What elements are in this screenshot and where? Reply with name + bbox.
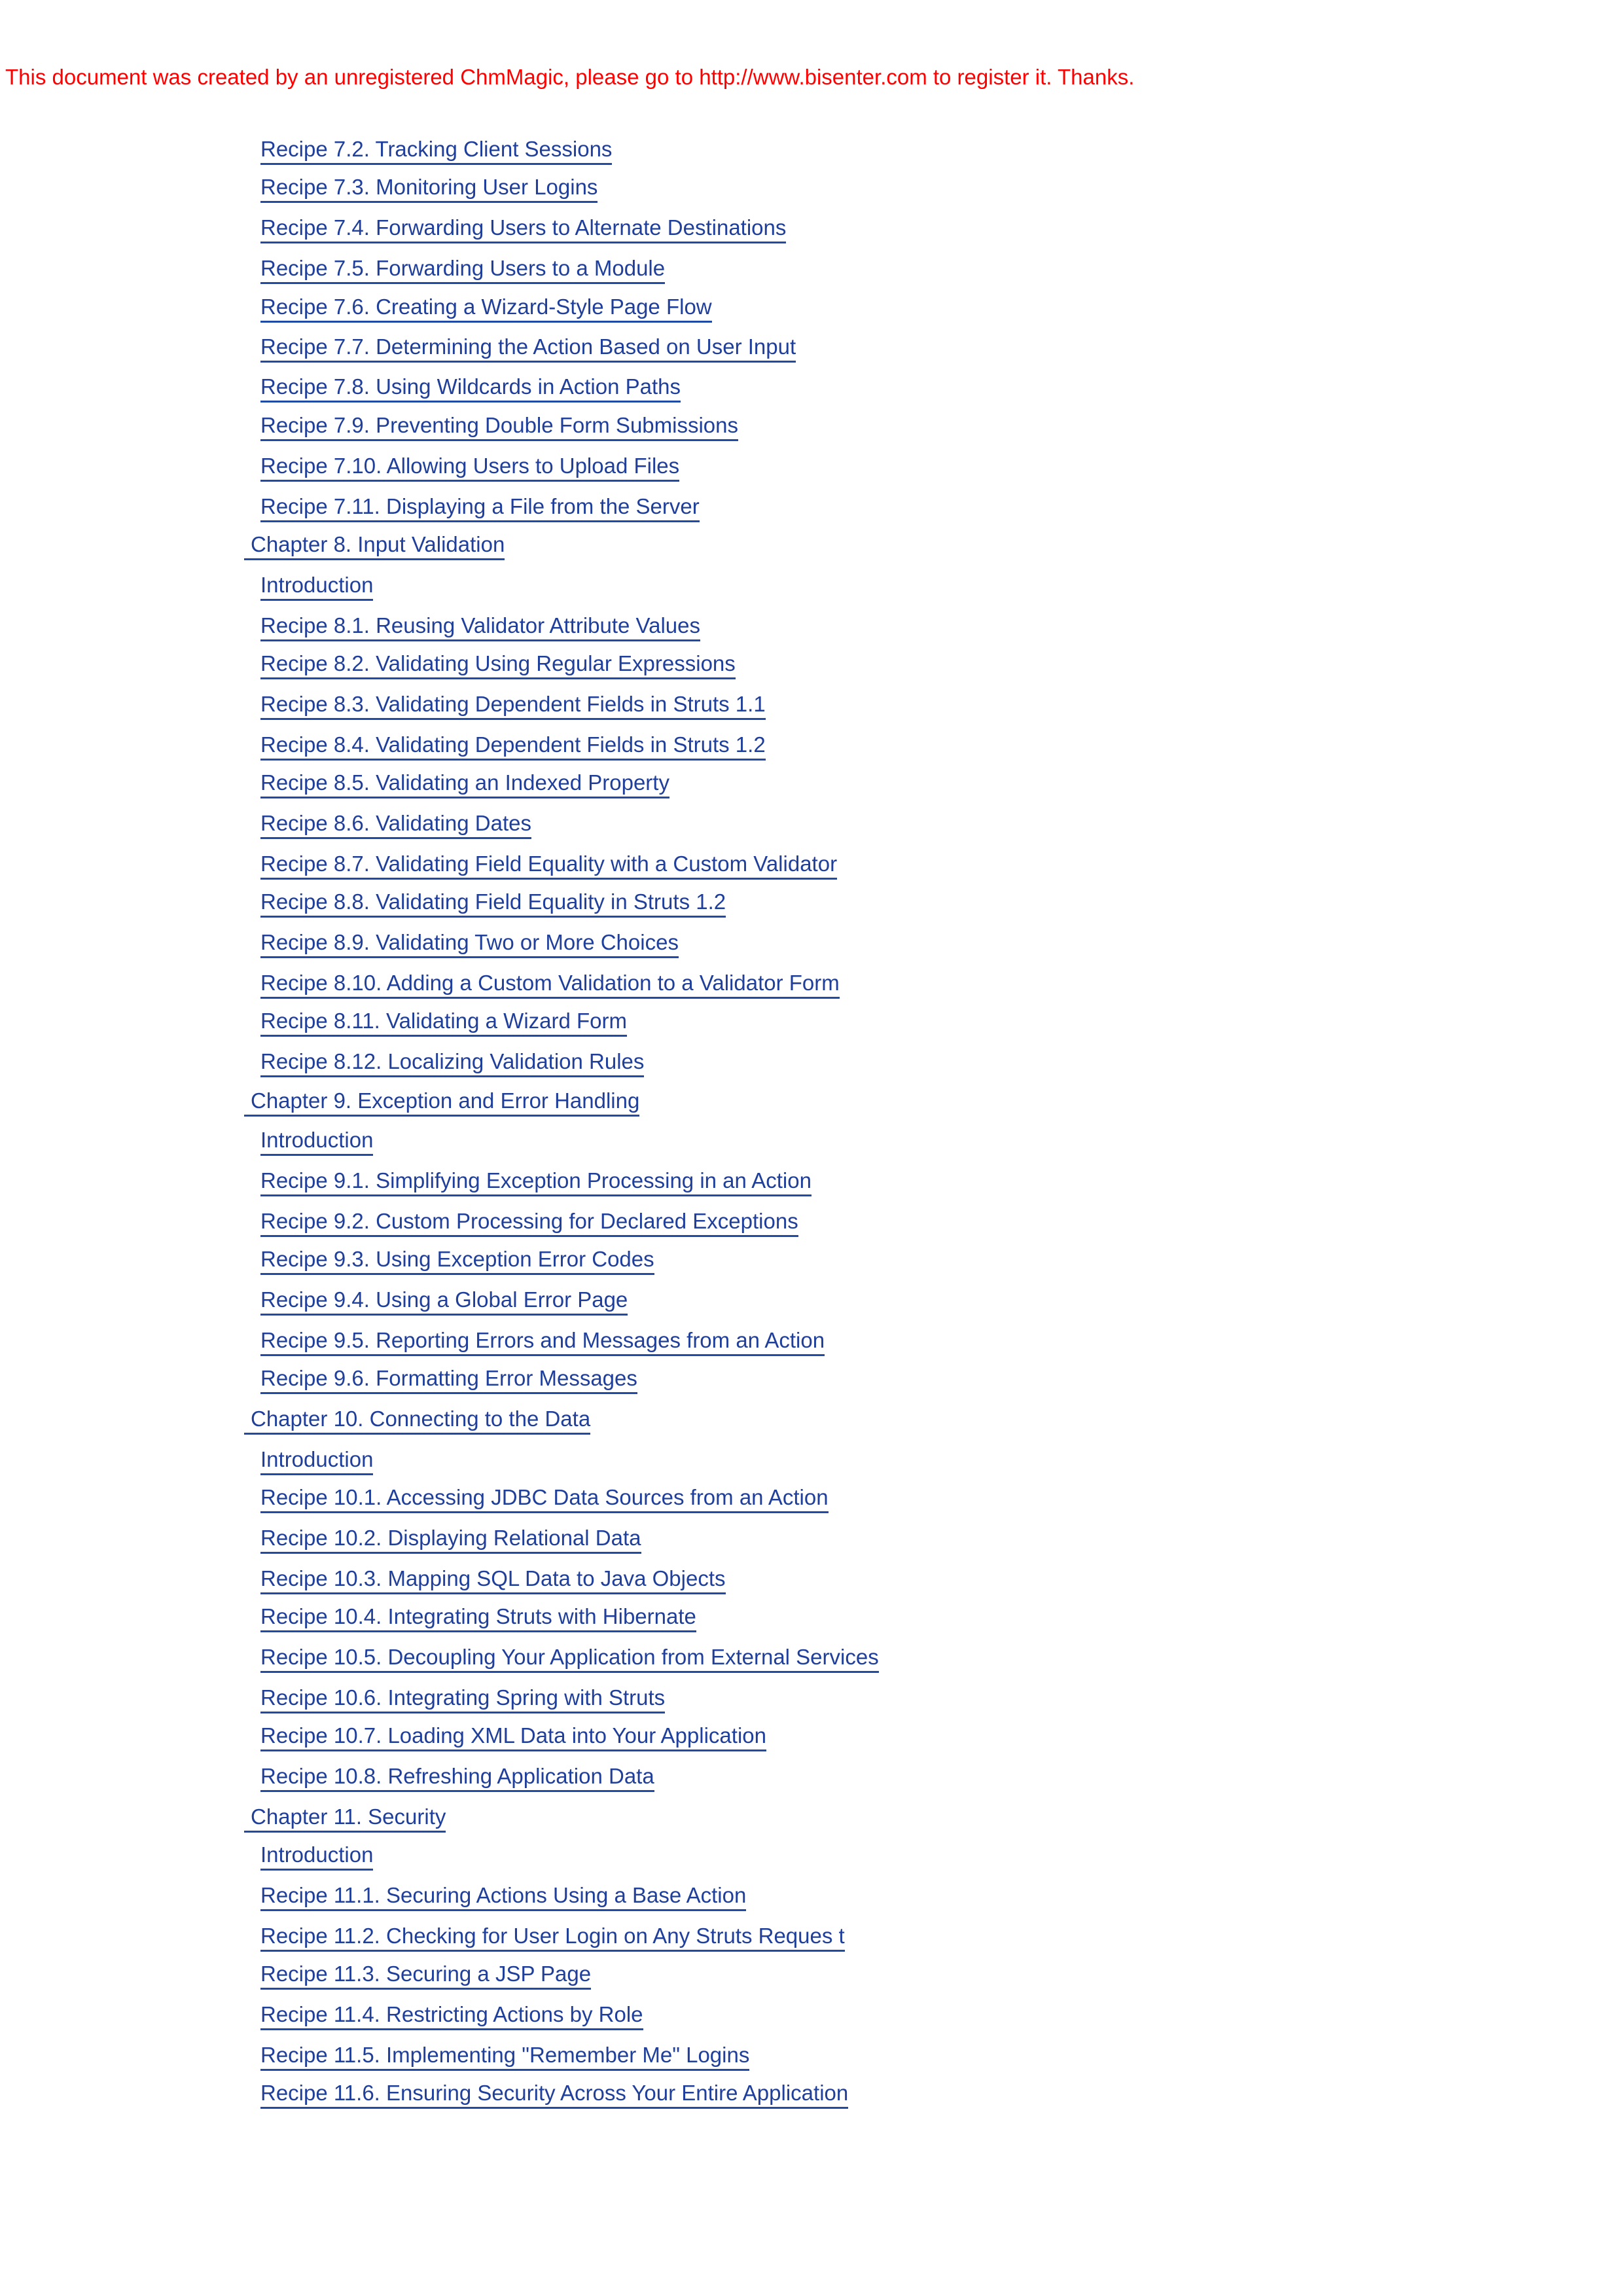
toc-recipe-link[interactable]: Recipe 8.7. Validating Field Equality with a Custom Validator: [260, 851, 837, 880]
toc-recipe-link[interactable]: Introduction: [260, 572, 373, 601]
toc-recipe-link[interactable]: Recipe 11.3. Securing a JSP Page: [260, 1961, 591, 1990]
toc-recipe-link[interactable]: Recipe 10.2. Displaying Relational Data: [260, 1525, 641, 1554]
toc-recipe-link[interactable]: Recipe 8.11. Validating a Wizard Form: [260, 1008, 627, 1037]
toc-recipe-link[interactable]: Recipe 11.1. Securing Actions Using a Base Action: [260, 1882, 746, 1911]
toc-chapter-link[interactable]: Chapter 10. Connecting to the Data: [244, 1406, 590, 1435]
toc-recipe-link[interactable]: Recipe 8.8. Validating Field Equality in Struts 1.2: [260, 889, 726, 918]
toc-recipe-link[interactable]: Recipe 10.7. Loading XML Data into Your Application: [260, 1723, 766, 1751]
toc-recipe-link[interactable]: Recipe 7.10. Allowing Users to Upload Files: [260, 453, 679, 482]
toc-recipe-link[interactable]: Recipe 10.6. Integrating Spring with Struts: [260, 1685, 665, 1713]
toc-recipe-link[interactable]: Recipe 9.6. Formatting Error Messages: [260, 1365, 637, 1394]
toc-recipe-link[interactable]: Recipe 11.6. Ensuring Security Across Your Entire Application: [260, 2080, 848, 2109]
toc-recipe-link[interactable]: Recipe 8.4. Validating Dependent Fields in Struts 1.2: [260, 732, 766, 761]
toc-chapter-link[interactable]: Chapter 9. Exception and Error Handling: [244, 1088, 639, 1117]
toc-chapter-link[interactable]: Chapter 8. Input Validation: [244, 531, 505, 560]
toc-recipe-link[interactable]: Recipe 7.5. Forwarding Users to a Module: [260, 255, 665, 284]
toc-recipe-link[interactable]: Recipe 7.2. Tracking Client Sessions: [260, 136, 612, 165]
toc-recipe-link[interactable]: Introduction: [260, 1127, 373, 1156]
toc-recipe-link[interactable]: Recipe 10.8. Refreshing Application Data: [260, 1763, 654, 1792]
toc-recipe-link[interactable]: Recipe 8.10. Adding a Custom Validation to a Validator Form: [260, 970, 840, 999]
toc-recipe-link[interactable]: Recipe 8.3. Validating Dependent Fields in Struts 1.1: [260, 691, 766, 720]
toc-recipe-link[interactable]: Recipe 9.1. Simplifying Exception Processing in an Action: [260, 1168, 812, 1196]
toc-recipe-link[interactable]: Recipe 8.9. Validating Two or More Choices: [260, 929, 679, 958]
toc-recipe-link[interactable]: Recipe 9.2. Custom Processing for Declared Exceptions: [260, 1208, 798, 1237]
toc-recipe-link[interactable]: Recipe 11.5. Implementing "Remember Me" Logins: [260, 2042, 749, 2071]
toc-recipe-link[interactable]: Recipe 8.12. Localizing Validation Rules: [260, 1049, 644, 1077]
unregistered-notice: This document was created by an unregistered ChmMagic, please go to http://www.bisenter.com to register it. Thanks.: [5, 65, 1135, 89]
toc-recipe-link[interactable]: Recipe 8.5. Validating an Indexed Property: [260, 770, 669, 798]
toc-recipe-link[interactable]: Recipe 10.3. Mapping SQL Data to Java Objects: [260, 1566, 726, 1594]
toc-recipe-link[interactable]: Recipe 10.5. Decoupling Your Application from External Services: [260, 1644, 879, 1673]
toc-recipe-link[interactable]: Recipe 7.9. Preventing Double Form Submissions: [260, 412, 738, 441]
toc-recipe-link[interactable]: Recipe 7.3. Monitoring User Logins: [260, 174, 597, 203]
toc-recipe-link[interactable]: Recipe 8.2. Validating Using Regular Expressions: [260, 651, 736, 679]
toc-recipe-link[interactable]: Recipe 7.11. Displaying a File from the Server: [260, 493, 700, 522]
toc-recipe-link[interactable]: Recipe 9.5. Reporting Errors and Messages from an Action: [260, 1327, 825, 1356]
toc-chapter-link[interactable]: Chapter 11. Security: [244, 1804, 446, 1833]
toc-recipe-link[interactable]: Recipe 7.7. Determining the Action Based on User Input: [260, 334, 796, 363]
toc-recipe-link[interactable]: Recipe 7.8. Using Wildcards in Action Paths: [260, 374, 681, 403]
toc-recipe-link[interactable]: Recipe 8.6. Validating Dates: [260, 810, 531, 839]
toc-recipe-link[interactable]: Recipe 11.2. Checking for User Login on Any Struts Reques t: [260, 1923, 845, 1952]
toc-recipe-link[interactable]: Recipe 7.4. Forwarding Users to Alternate Destinations: [260, 215, 786, 243]
toc-recipe-link[interactable]: Recipe 11.4. Restricting Actions by Role: [260, 2001, 643, 2030]
toc-recipe-link[interactable]: Recipe 9.3. Using Exception Error Codes: [260, 1246, 654, 1275]
toc-recipe-link[interactable]: Recipe 9.4. Using a Global Error Page: [260, 1287, 628, 1316]
toc-recipe-link[interactable]: Introduction: [260, 1842, 373, 1871]
toc-recipe-link[interactable]: Recipe 10.1. Accessing JDBC Data Sources from an Action: [260, 1484, 829, 1513]
toc-recipe-link[interactable]: Recipe 10.4. Integrating Struts with Hibernate: [260, 1604, 696, 1632]
toc-recipe-link[interactable]: Recipe 8.1. Reusing Validator Attribute Values: [260, 613, 700, 641]
toc-recipe-link[interactable]: Recipe 7.6. Creating a Wizard-Style Page Flow: [260, 294, 712, 323]
toc-recipe-link[interactable]: Introduction: [260, 1446, 373, 1475]
